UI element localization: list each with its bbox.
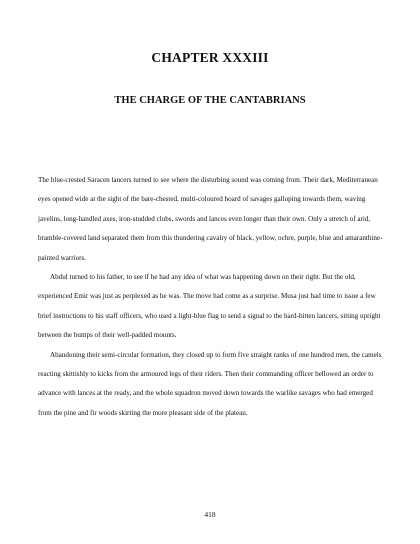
- chapter-subtitle: THE CHARGE OF THE CANTABRIANS: [114, 95, 306, 106]
- paragraph-2: Abdul turned to his father, to see if he had any idea of what was happening down on their right. But the old, experienced Emir was just as perplexed as he was. The move had come as a surprise. Musa just had time to issue a few brief instructions to his staff officers, who used a light-blue flag to send a signal to the hard-bitten lancers, sitting upright between the bumps of their well-padded mounts.: [38, 273, 381, 340]
- page-number: 418: [204, 510, 216, 519]
- paragraph-1: The blue-crested Saracen lancers turned to see where the disturbing sound was coming from. Their dark, Mediterranean eyes opened wide at the sight of the bare-chested, multi-coloured hoard of savages galloping towards them, waving javelins, long-handled axes, iron-studded clubs, swords and lances even longer than their own. Only a stretch of arid, bramble-covered land separated them from this thundering cavalry of black, yellow, ochre, purple, blue and amaranthine-painted warriors.: [38, 176, 383, 262]
- chapter-title: CHAPTER XXXIII: [151, 50, 269, 65]
- body-text: [38, 171, 386, 423]
- paragraph-3: Abandoning their semi-circular formation, they closed up to form five straight ranks of one hundred men, the camels reacting skittishly to kicks from the armoured legs of their riders. Then their commanding officer bellowed an order to advance with lances at the ready, and the whole squadron moved down towards the warlike savages who had emerged from the pine and fir woods skirting the more pleasant side of the plateau.: [38, 350, 382, 417]
